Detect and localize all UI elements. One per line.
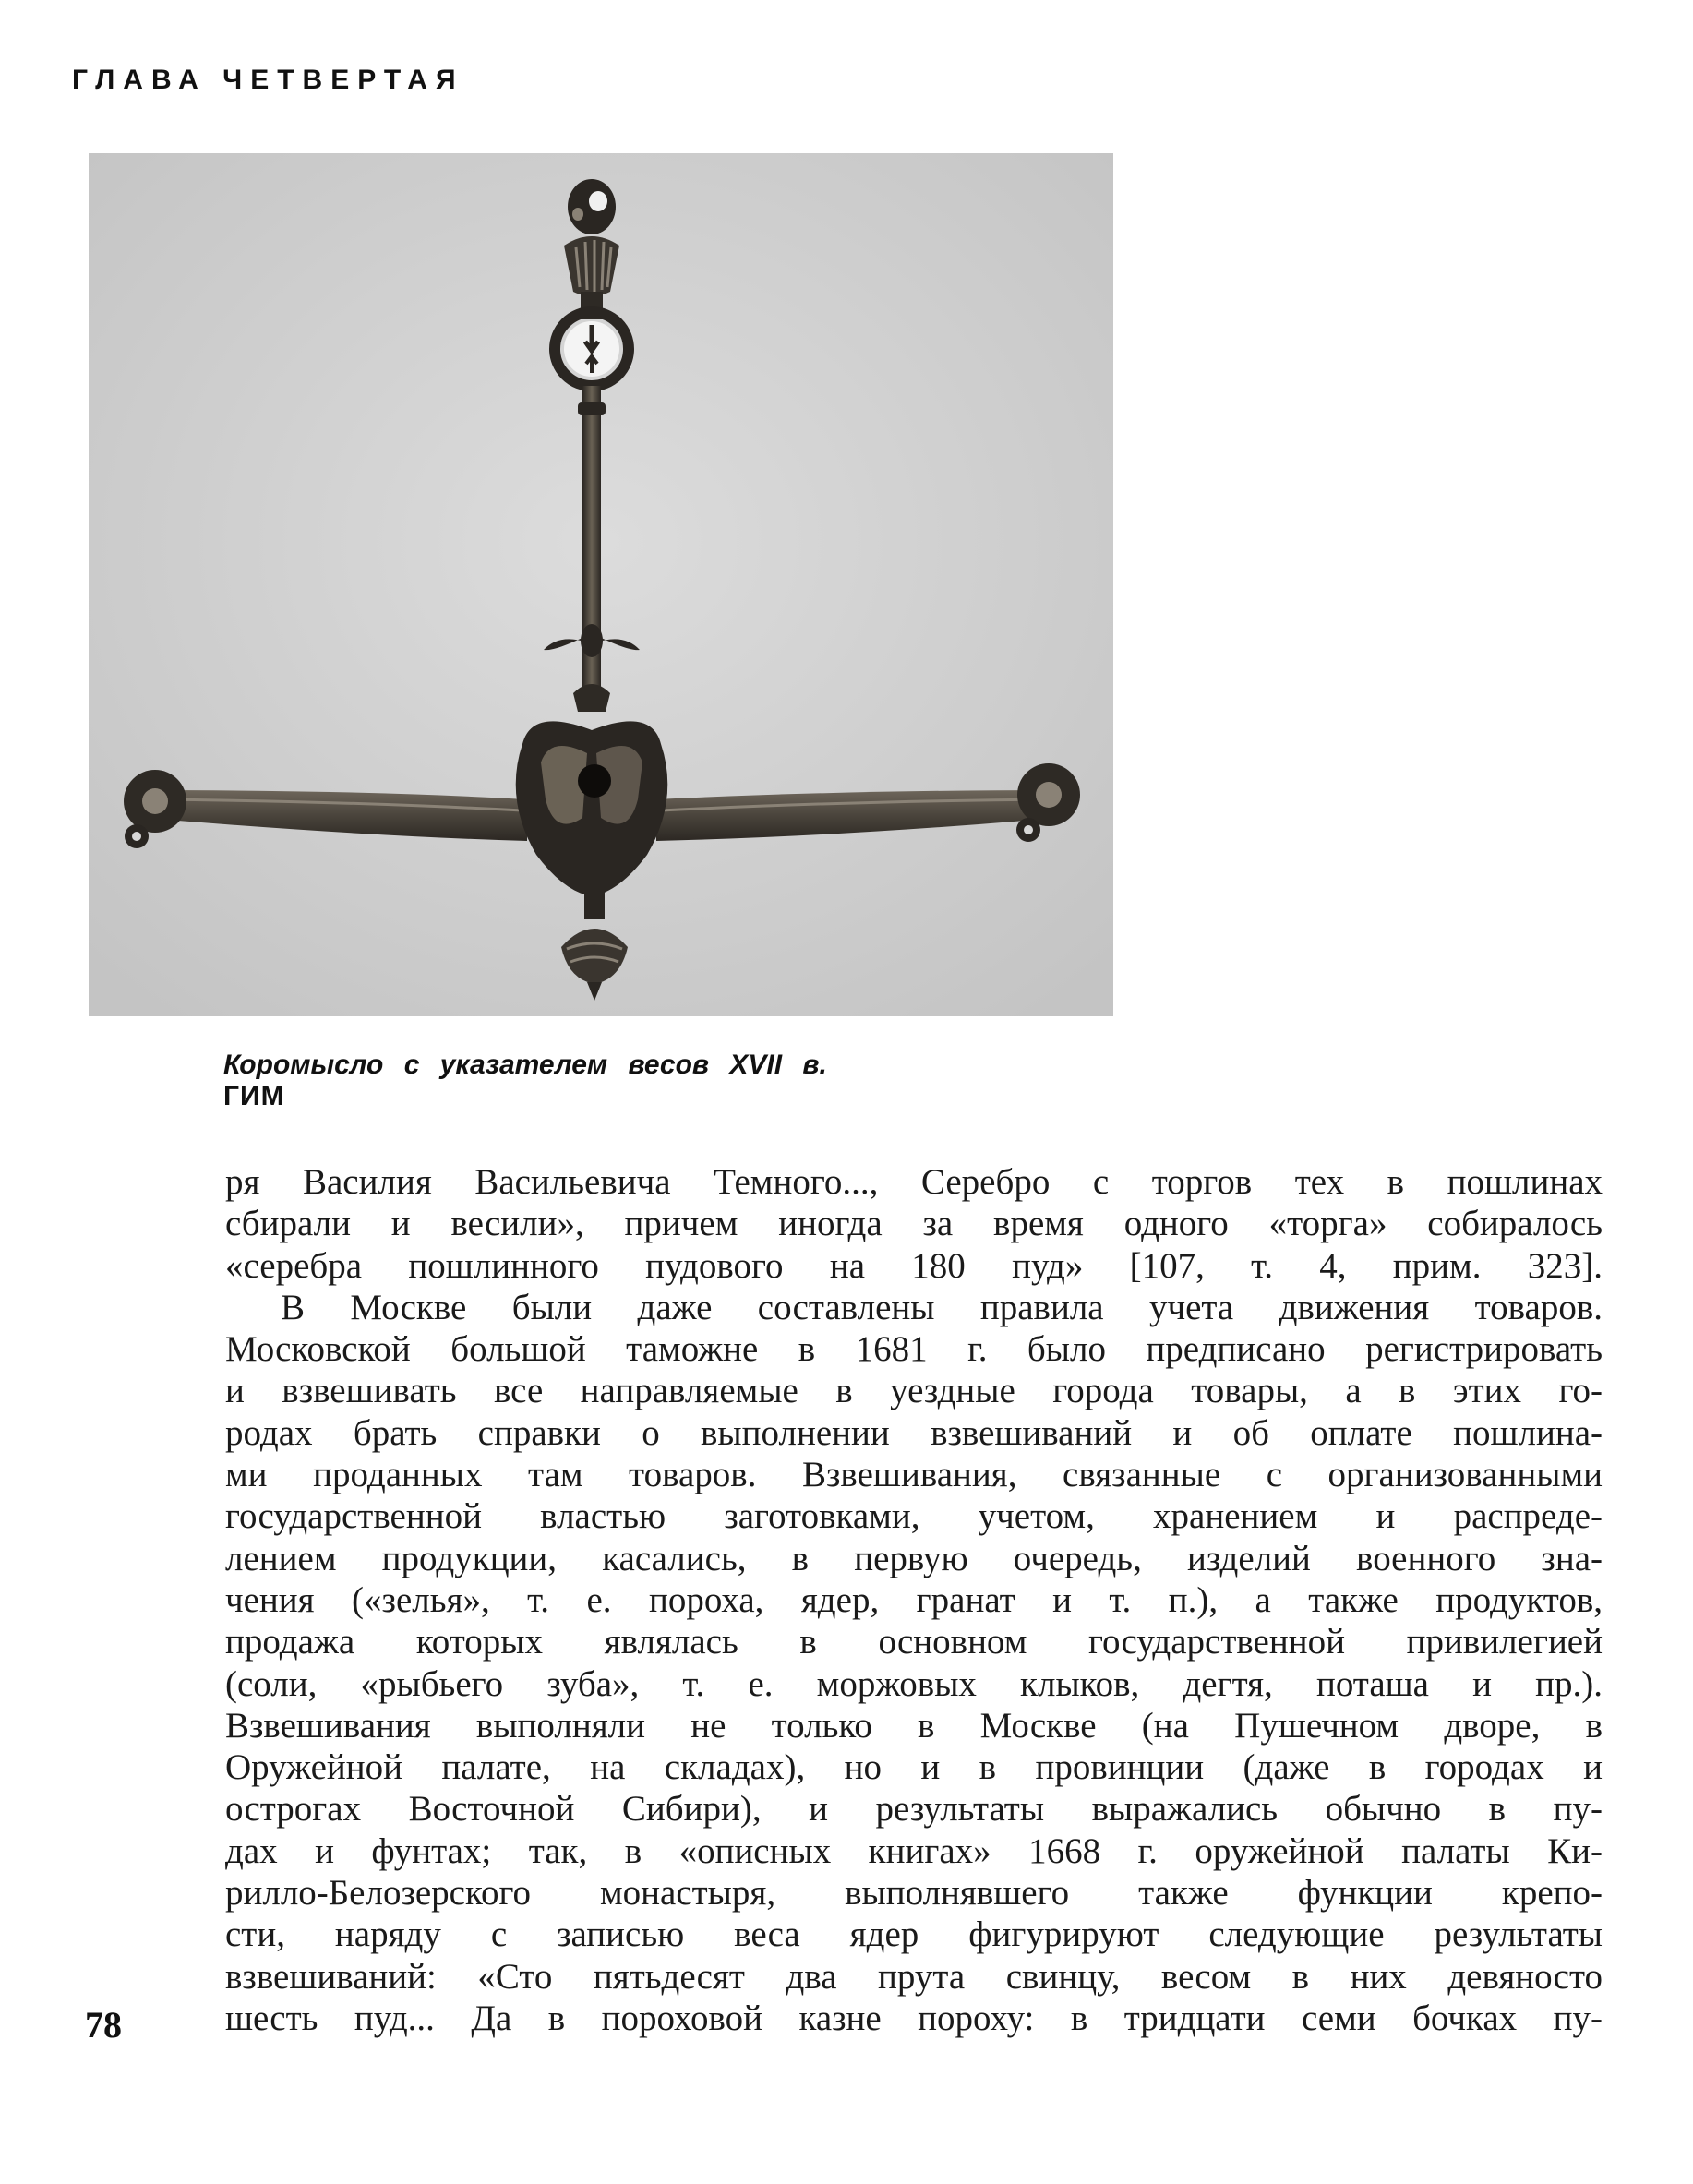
text-line: родах брать справки о выполнении взвешиваний и об оплате пошлина-: [225, 1412, 1603, 1453]
caption-line-2: ГИМ: [223, 1081, 285, 1111]
figure-photo: [89, 153, 1113, 1016]
text-line: рилло-Белозерского монастыря, выполнявшего также функции крепо-: [225, 1873, 1603, 1914]
caption-line-1: Коромысло с указателем весов XVII в.: [223, 1050, 827, 1080]
text-line: продажа которых являлась в основном государственной привилегией: [225, 1622, 1603, 1662]
text-line: и взвешивать все направляемые в уездные города товары, а в этих го-: [225, 1371, 1603, 1411]
text-line: В Москве были даже составлены правила учета движения товаров.: [281, 1287, 1603, 1327]
text-line: «серебра пошлинного пудового на 180 пуд» [107, т. 4, прим. 323].: [225, 1245, 1603, 1286]
hook-knob: [568, 179, 616, 234]
running-head: ГЛАВА ЧЕТВЕРТАЯ: [72, 65, 464, 95]
text-line: ми проданных там товаров. Взвешивания, связанные с организованными: [225, 1455, 1603, 1495]
page-number: 78: [85, 2004, 122, 2046]
body-text: [225, 1161, 1603, 2039]
indicator-ring: [555, 312, 629, 386]
text-line: ря Василия Васильевича Темного..., Серебро с торгов тех в пошлинах: [225, 1162, 1603, 1202]
text-line: государственной властью заготовками, учетом, хранением и распреде-: [225, 1496, 1603, 1537]
text-line: дах и фунтах; так, в «описных книгах» 1668 г. оружейной палаты Ки-: [225, 1830, 1603, 1871]
text-line: чения («зелья», т. е. пороха, ядер, гранат и т. п.), а также продуктов,: [225, 1579, 1603, 1620]
balance-beam-photo: [89, 153, 1113, 1016]
text-line: Оружейной палате, на складах), но и в провинции (даже в городах и: [225, 1747, 1603, 1788]
text-line: Взвешивания выполняли не только в Москве (на Пушечном дворе, в: [225, 1705, 1603, 1746]
text-line: острогах Восточной Сибири), и результаты выражались обычно в пу-: [225, 1789, 1603, 1830]
text-line: лением продукции, касались, в первую очередь, изделий военного зна-: [225, 1538, 1603, 1578]
text-line: (соли, «рыбьего зуба», т. е. моржовых клыков, дегтя, поташа и пр.).: [225, 1663, 1603, 1704]
text-line: Московской большой таможне в 1681 г. было предписано регистрировать: [225, 1329, 1603, 1370]
paragraph-1: [225, 1161, 1603, 1287]
text-line: сти, наряду с записью веса ядер фигурируют следующие результаты: [225, 1914, 1603, 1955]
paragraph-2: [225, 1287, 1603, 2039]
text-line: сбирали и весили», причем иногда за время одного «торга» собиралось: [225, 1204, 1603, 1244]
text-line: взвешиваний: «Сто пятьдесят два прута свинцу, весом в них девяносто: [225, 1956, 1603, 1997]
text-line: шесть пуд... Да в пороховой казне пороху: в тридцати семи бочках пу-: [225, 1998, 1603, 2038]
figure-caption: [223, 1050, 827, 1112]
